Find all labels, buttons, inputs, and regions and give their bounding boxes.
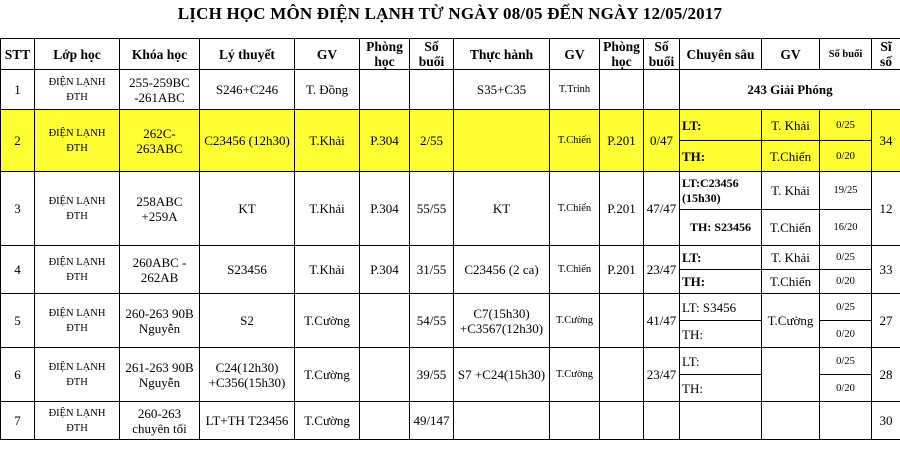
cell-gv2: T.Cường xyxy=(550,294,600,348)
table-row xyxy=(1,294,900,321)
cell-room2: P.201 xyxy=(600,172,644,246)
cell-course: 255-259BC -261ABC xyxy=(120,70,200,110)
cell-practice xyxy=(454,110,550,172)
cell-adv-label: LT: xyxy=(680,246,762,270)
cell-sessions2: 47/47 xyxy=(644,172,680,246)
cell-practice: KT xyxy=(454,172,550,246)
cell-adv-empty xyxy=(762,402,820,440)
cell-count: 28 xyxy=(872,348,900,402)
header-gv2: GV xyxy=(550,39,600,70)
header-theory: Lý thuyết xyxy=(200,39,295,70)
header-room2: Phòng học xyxy=(600,39,644,70)
cell-sessions2: 23/47 xyxy=(644,246,680,294)
cell-gv2: T.Chiến xyxy=(550,246,600,294)
cell-adv-label: LT: S3456 xyxy=(680,294,762,321)
cell-count: 34 xyxy=(872,110,900,172)
cell-adv-sessions: 0/25 xyxy=(820,348,872,375)
cell-adv-gv: T.Chiến xyxy=(762,210,820,246)
header-class: Lớp học xyxy=(35,39,120,70)
header-practice: Thực hành xyxy=(454,39,550,70)
cell-adv-sessions: 0/25 xyxy=(820,294,872,321)
header-room: Phòng học xyxy=(360,39,410,70)
header-count: Sĩ số xyxy=(872,39,900,70)
cell-stt: 4 xyxy=(1,246,35,294)
cell-theory: LT+TH T23456 xyxy=(200,402,295,440)
cell-sessions2 xyxy=(644,402,680,440)
header-gv: GV xyxy=(295,39,360,70)
cell-adv-sessions: 0/20 xyxy=(820,141,872,172)
cell-adv-label: LT:C23456 (15h30) xyxy=(680,172,762,210)
cell-sessions xyxy=(410,70,454,110)
cell-count: 30 xyxy=(872,402,900,440)
cell-adv-sessions: 0/20 xyxy=(820,270,872,294)
cell-stt: 6 xyxy=(1,348,35,402)
table-row xyxy=(1,110,900,141)
cell-gv2: T.Chiến xyxy=(550,172,600,246)
table-row xyxy=(1,172,900,210)
cell-stt: 5 xyxy=(1,294,35,348)
header-sessions3: Số buổi xyxy=(820,39,872,70)
cell-course: 261-263 90B Nguyễn xyxy=(120,348,200,402)
cell-sessions: 2/55 xyxy=(410,110,454,172)
cell-class: ĐIỆN LẠNH ĐTH xyxy=(35,172,120,246)
cell-sessions: 55/55 xyxy=(410,172,454,246)
cell-adv-gv: T. Khải xyxy=(762,110,820,141)
cell-count: 33 xyxy=(872,246,900,294)
cell-sessions2: 0/47 xyxy=(644,110,680,172)
cell-room: P.304 xyxy=(360,246,410,294)
cell-room2 xyxy=(600,348,644,402)
cell-adv-sessions: 16/20 xyxy=(820,210,872,246)
cell-gv: T. Đồng xyxy=(295,70,360,110)
cell-gv: T.Cường xyxy=(295,348,360,402)
table-row xyxy=(1,70,900,110)
cell-class: ĐIỆN LẠNH ĐTH xyxy=(35,402,120,440)
cell-adv-sessions: 19/25 xyxy=(820,172,872,210)
table-row xyxy=(1,348,900,375)
cell-practice: S35+C35 xyxy=(454,70,550,110)
cell-class: ĐIỆN LẠNH ĐTH xyxy=(35,110,120,172)
cell-stt: 7 xyxy=(1,402,35,440)
header-gv3: GV xyxy=(762,39,820,70)
header-sessions: Số buổi xyxy=(410,39,454,70)
header-stt: STT xyxy=(1,39,35,70)
cell-adv-gv: T. Khải xyxy=(762,172,820,210)
page-title: LỊCH HỌC MÔN ĐIỆN LẠNH TỪ NGÀY 08/05 ĐẾN NGÀY 12/05/2017 xyxy=(177,4,723,23)
cell-count: 12 xyxy=(872,172,900,246)
cell-gv2: T.Chiến xyxy=(550,110,600,172)
cell-adv-gv xyxy=(762,348,820,402)
cell-class: ĐIỆN LẠNH ĐTH xyxy=(35,348,120,402)
cell-advanced-location: 243 Giải Phóng xyxy=(680,70,900,110)
cell-adv-empty xyxy=(820,402,872,440)
cell-course: 258ABC +259A xyxy=(120,172,200,246)
cell-count: 27 xyxy=(872,294,900,348)
cell-course: 260-263 90B Nguyễn xyxy=(120,294,200,348)
cell-sessions: 49/147 xyxy=(410,402,454,440)
cell-room xyxy=(360,402,410,440)
cell-stt: 2 xyxy=(1,110,35,172)
cell-room2 xyxy=(600,402,644,440)
cell-course: 260ABC - 262AB xyxy=(120,246,200,294)
header-course: Khóa học xyxy=(120,39,200,70)
cell-adv-empty xyxy=(680,402,762,440)
cell-course: 262C-263ABC xyxy=(120,110,200,172)
cell-room2: P.201 xyxy=(600,110,644,172)
cell-adv-label: TH: xyxy=(680,321,762,348)
cell-room2 xyxy=(600,294,644,348)
cell-gv: T.Khải xyxy=(295,246,360,294)
cell-room: P.304 xyxy=(360,172,410,246)
cell-room2 xyxy=(600,70,644,110)
cell-room xyxy=(360,294,410,348)
cell-adv-sessions: 0/25 xyxy=(820,110,872,141)
cell-theory: C23456 (12h30) xyxy=(200,110,295,172)
header-sessions2: Số buổi xyxy=(644,39,680,70)
cell-practice: C23456 (2 ca) xyxy=(454,246,550,294)
cell-sessions2: 23/47 xyxy=(644,348,680,402)
cell-theory: S2 xyxy=(200,294,295,348)
cell-adv-gv: T.Chiến xyxy=(762,270,820,294)
cell-gv: T.Khải xyxy=(295,110,360,172)
cell-room xyxy=(360,70,410,110)
cell-class: ĐIỆN LẠNH ĐTH xyxy=(35,246,120,294)
cell-gv2: T.Trinh xyxy=(550,70,600,110)
cell-sessions2: 41/47 xyxy=(644,294,680,348)
cell-gv2 xyxy=(550,402,600,440)
cell-theory: C24(12h30) +C356(15h30) xyxy=(200,348,295,402)
cell-gv: T.Cường xyxy=(295,402,360,440)
cell-class: ĐIỆN LẠNH ĐTH xyxy=(35,70,120,110)
cell-adv-label: TH: xyxy=(680,270,762,294)
table-row xyxy=(1,246,900,270)
cell-gv: T.Khải xyxy=(295,172,360,246)
cell-stt: 3 xyxy=(1,172,35,246)
header-advanced: Chuyên sâu xyxy=(680,39,762,70)
schedule-table xyxy=(0,38,900,440)
cell-adv-label: TH: xyxy=(680,141,762,172)
cell-sessions2 xyxy=(644,70,680,110)
cell-adv-gv: T. Khải xyxy=(762,246,820,270)
cell-practice: S7 +C24(15h30) xyxy=(454,348,550,402)
cell-theory: S23456 xyxy=(200,246,295,294)
cell-sessions: 31/55 xyxy=(410,246,454,294)
header-row xyxy=(1,39,900,70)
cell-adv-sessions: 0/20 xyxy=(820,321,872,348)
cell-gv: T.Cường xyxy=(295,294,360,348)
cell-room2: P.201 xyxy=(600,246,644,294)
cell-adv-label: LT: xyxy=(680,348,762,375)
cell-course: 260-263 chuyên tối xyxy=(120,402,200,440)
cell-practice xyxy=(454,402,550,440)
cell-room: P.304 xyxy=(360,110,410,172)
cell-adv-label: LT: xyxy=(680,110,762,141)
table-row xyxy=(1,402,900,440)
cell-theory: KT xyxy=(200,172,295,246)
cell-adv-label: TH: xyxy=(680,375,762,402)
cell-sessions: 39/55 xyxy=(410,348,454,402)
cell-adv-sessions: 0/20 xyxy=(820,375,872,402)
cell-room xyxy=(360,348,410,402)
cell-stt: 1 xyxy=(1,70,35,110)
cell-sessions: 54/55 xyxy=(410,294,454,348)
cell-gv2: T.Cường xyxy=(550,348,600,402)
cell-adv-gv: T.Cường xyxy=(762,294,820,348)
cell-practice: C7(15h30) +C3567(12h30) xyxy=(454,294,550,348)
cell-adv-label: TH: S23456 xyxy=(680,210,762,246)
cell-adv-sessions: 0/25 xyxy=(820,246,872,270)
cell-theory: S246+C246 xyxy=(200,70,295,110)
cell-class: ĐIỆN LẠNH ĐTH xyxy=(35,294,120,348)
cell-adv-gv: T.Chiến xyxy=(762,141,820,172)
